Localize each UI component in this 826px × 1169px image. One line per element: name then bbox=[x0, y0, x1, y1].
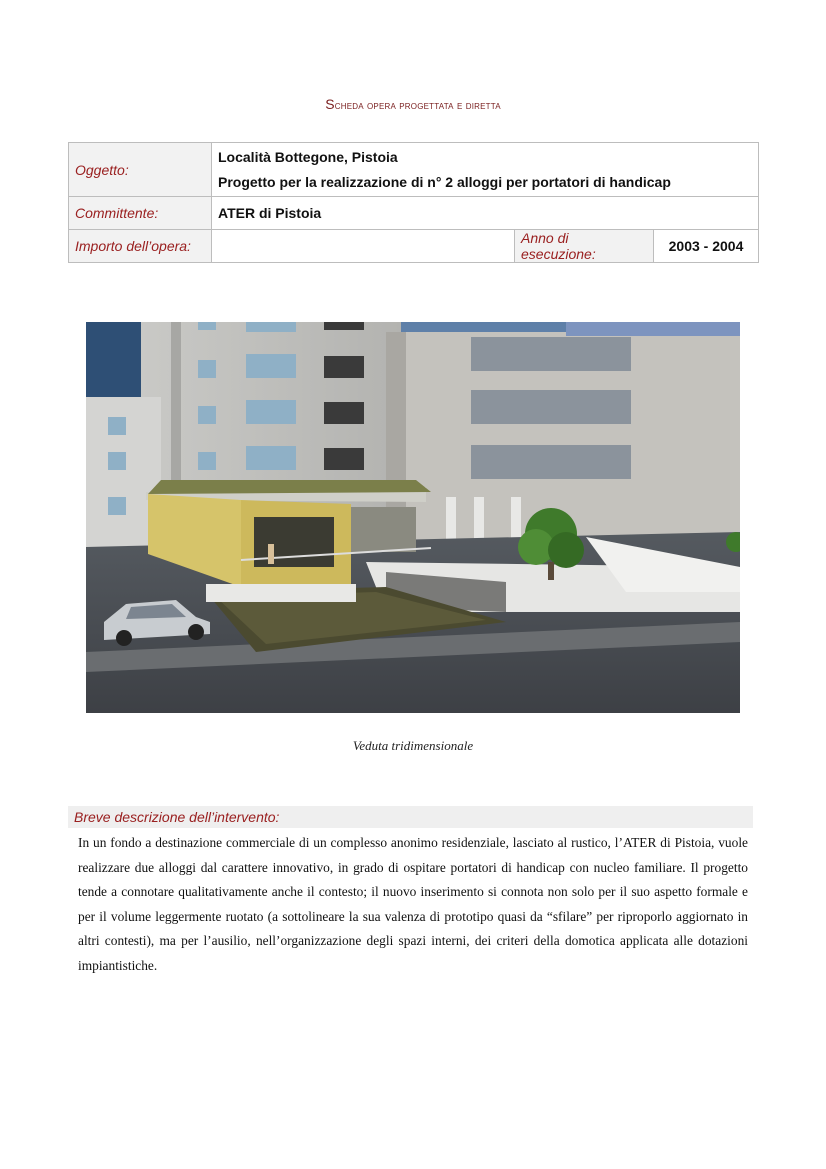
committente-value: ATER di Pistoia bbox=[212, 197, 759, 230]
oggetto-value bbox=[212, 143, 759, 197]
importo-label: Importo dell’opera: bbox=[69, 230, 212, 263]
building-render-image bbox=[86, 322, 740, 713]
page-header bbox=[0, 96, 826, 112]
row-oggetto bbox=[69, 143, 759, 197]
header-text: cheda opera progettata e diretta bbox=[334, 100, 501, 112]
oggetto-label: Oggetto: bbox=[69, 143, 212, 197]
figure-caption: Veduta tridimensionale bbox=[352, 738, 474, 753]
row-committente bbox=[69, 197, 759, 230]
anno-label: Anno di esecuzione: bbox=[515, 230, 654, 263]
importo-value bbox=[212, 230, 515, 263]
project-info-table bbox=[68, 142, 759, 263]
committente-label: Committente: bbox=[69, 197, 212, 230]
description-heading: Breve descrizione dell’intervento: bbox=[68, 806, 753, 828]
oggetto-description: Progetto per la realizzazione di n° 2 alloggi per portatori di handicap bbox=[218, 173, 671, 190]
row-importo bbox=[69, 230, 759, 263]
anno-value: 2003 - 2004 bbox=[654, 230, 759, 263]
description-text: In un fondo a destinazione commerciale di un complesso anonimo residenziale, lasciato al rustico, l’ATER di Pistoia, vuole realizzare due alloggi dal carattere innovativo, in grado di ospitare portatori di handicap con nucleo familiare. Il progetto tende a connotare qualitativamente anche il contesto; il nuovo inserimento si connota non solo per il suo aspetto formale e per il volume leggermente ruotato (a sottolineare la sua valenza di prototipo quasi da “sfilare” per riproporlo aggiornato in altri contesti), ma per l’ausilio, nell’organizzazione degli spazi interni, dei criteri della domotica applicata alle dotazioni impiantistiche. bbox=[78, 835, 748, 973]
oggetto-location: Località Bottegone, Pistoia bbox=[218, 148, 398, 165]
header-initial: S bbox=[325, 96, 335, 112]
